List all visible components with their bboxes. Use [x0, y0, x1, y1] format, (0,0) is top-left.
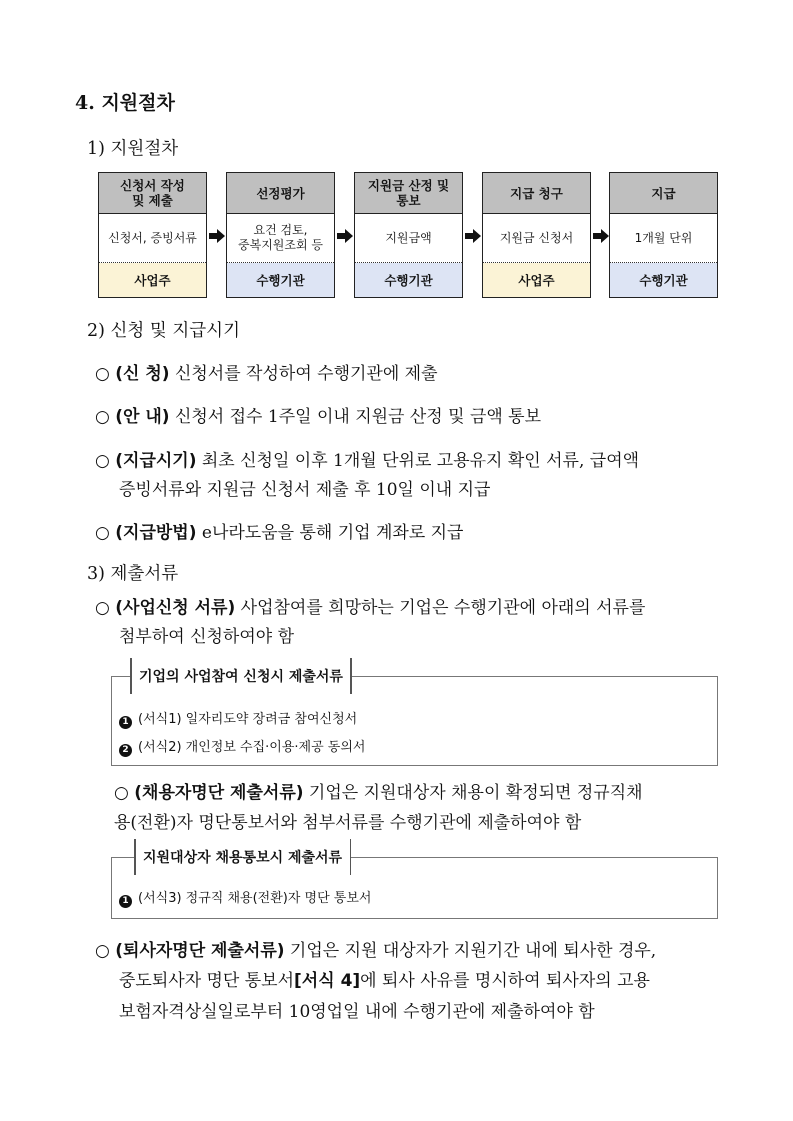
flow-step-detail: 1개월 단위 — [610, 214, 717, 263]
bullet-mark: ○ — [114, 783, 129, 803]
flow-step — [354, 172, 463, 298]
flow-step-detail: 신청서, 증빙서류 — [99, 214, 206, 263]
number-badge-icon: 1 — [119, 895, 132, 908]
flow-step-owner: 사업주 — [483, 263, 590, 297]
bullet-label: (사업신청 서류) — [115, 598, 236, 618]
bullet-label: (안 내) — [115, 407, 170, 427]
arrow-right-icon — [593, 229, 609, 243]
doc-item-text: (서식3) 정규직 채용(전환)자 명단 통보서 — [138, 891, 372, 906]
bullet-continuation: 증빙서류와 지원금 신청서 제출 후 10일 이내 지급 — [119, 480, 491, 500]
flow-step — [609, 172, 718, 298]
bullet-label: (지급방법) — [115, 523, 197, 543]
doc-item-text: (서식2) 개인정보 수집·이용·제공 동의서 — [138, 740, 366, 755]
bullet-payment-method — [95, 517, 720, 550]
flow-step-title: 신청서 작성 및 제출 — [99, 173, 206, 214]
flow-step-title: 선정평가 — [227, 173, 334, 214]
bullet-continuation: 보험자격상실일로부터 10영업일 내에 수행기관에 제출하여야 함 — [119, 1002, 595, 1022]
bullet-mark: ○ — [95, 598, 110, 618]
bullet-label: (지급시기) — [115, 451, 197, 471]
bullet-notice — [95, 401, 720, 434]
bullet-hire-docs — [114, 777, 719, 810]
number-badge-icon: 1 — [119, 716, 132, 729]
doc-item-text: (서식1) 일자리도약 장려금 참여신청서 — [138, 712, 358, 727]
flow-step-title: 지원금 산정 및 통보 — [355, 173, 462, 214]
flow-step-detail: 요건 검토, 중복지원조회 등 — [227, 214, 334, 263]
flow-step-title: 지급 — [610, 173, 717, 214]
subsection-title-timing: 2) 신청 및 지급시기 — [87, 321, 240, 341]
flow-step-detail: 지원금액 — [355, 214, 462, 263]
text-segment: 에 퇴사 사유를 명시하여 퇴사자의 고용 — [360, 971, 650, 991]
form-reference: [서식 4] — [294, 971, 361, 991]
bullet-text: 기업은 지원대상자 채용이 확정되면 정규직채 — [303, 783, 643, 803]
arrow-right-icon — [465, 229, 481, 243]
flow-step-detail: 지원금 신청서 — [483, 214, 590, 263]
bullet-text: 신청서 접수 1주일 이내 지원금 산정 및 금액 통보 — [169, 407, 542, 427]
flow-step-title: 지급 청구 — [483, 173, 590, 214]
bullet-text: 기업은 지원 대상자가 지원기간 내에 퇴사한 경우, — [284, 941, 657, 961]
flow-step-owner: 사업주 — [99, 263, 206, 297]
flow-step — [98, 172, 207, 298]
bullet-text: e나라도움을 통해 기업 계좌로 지급 — [196, 523, 464, 543]
bullet-continuation: 용(전환)자 명단통보서와 첨부서류를 수행기관에 제출하여야 함 — [114, 813, 582, 833]
bullet-mark: ○ — [95, 941, 110, 961]
flow-step — [482, 172, 591, 298]
bullet-continuation: 첨부하여 신청하여야 함 — [119, 627, 295, 647]
section-title: 4. 지원절차 — [75, 92, 175, 114]
bullet-text: 신청서를 작성하여 수행기관에 제출 — [169, 364, 438, 384]
flow-step-owner: 수행기관 — [355, 263, 462, 297]
bullet-continuation — [119, 965, 719, 998]
bullet-label: (신 청) — [115, 364, 170, 384]
bullet-mark: ○ — [95, 364, 110, 384]
bullet-text: 사업참여를 희망하는 기업은 수행기관에 아래의 서류를 — [235, 598, 646, 618]
doc-item — [119, 887, 371, 908]
bullet-mark: ○ — [95, 407, 110, 427]
number-badge-icon: 2 — [119, 744, 132, 757]
bullet-label: (퇴사자명단 제출서류) — [115, 941, 285, 961]
bullet-text: 최초 신청일 이후 1개월 단위로 고용유지 확인 서류, 급여액 — [196, 451, 640, 471]
flow-step-owner: 수행기관 — [610, 263, 717, 297]
application-docs-box-title: 기업의 사업참여 신청시 제출서류 — [131, 666, 351, 686]
hire-docs-box-title: 지원대상자 채용통보시 제출서류 — [135, 847, 350, 867]
bullet-mark: ○ — [95, 451, 110, 471]
text-segment: 중도퇴사자 명단 통보서 — [119, 971, 295, 991]
bullet-mark: ○ — [95, 523, 110, 543]
subsection-title-documents: 3) 제출서류 — [87, 564, 179, 584]
bullet-label: (채용자명단 제출서류) — [134, 783, 304, 803]
flow-step-owner: 수행기관 — [227, 263, 334, 297]
flow-step — [226, 172, 335, 298]
arrow-right-icon — [209, 229, 225, 243]
bullet-resign-docs — [95, 935, 720, 968]
bullet-apply — [95, 358, 720, 391]
doc-item — [119, 708, 357, 729]
doc-item — [119, 736, 365, 757]
arrow-right-icon — [337, 229, 353, 243]
subsection-title-procedure: 1) 지원절차 — [87, 139, 179, 159]
